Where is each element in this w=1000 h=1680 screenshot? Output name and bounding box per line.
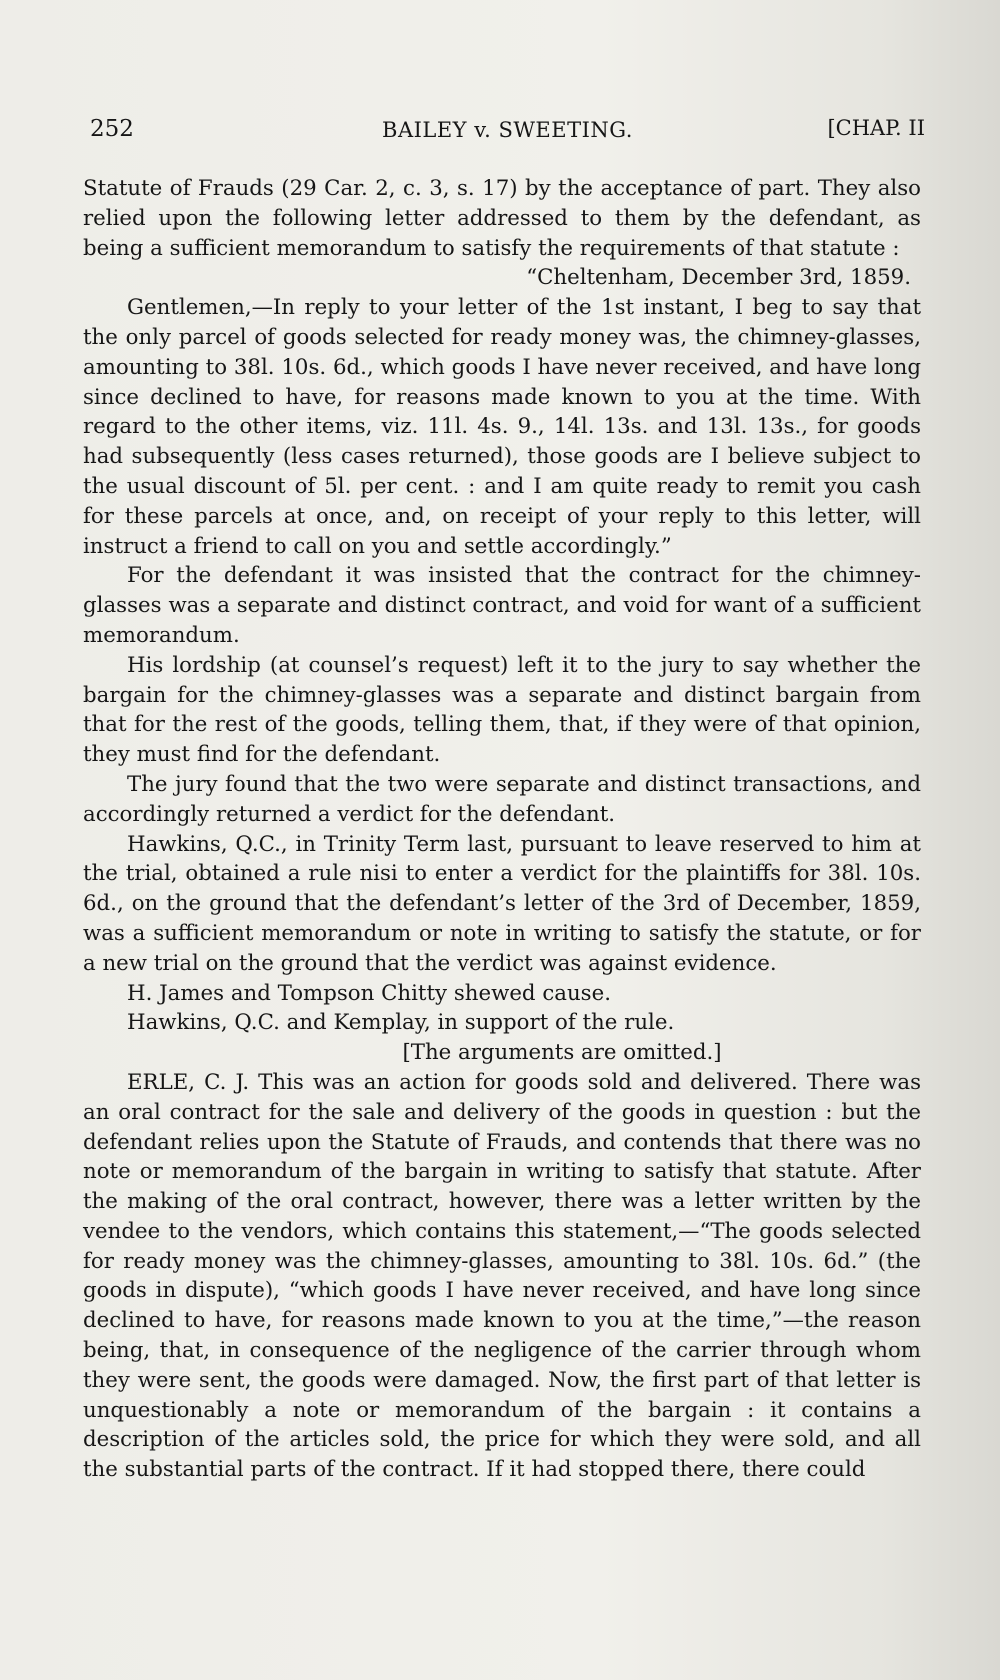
body-text (83, 174, 921, 1485)
page-number: 252 (90, 116, 134, 142)
chapter-marker: [CHAP. II (827, 116, 925, 140)
paragraph: Statute of Frauds (29 Car. 2, c. 3, s. 17) by the acceptance of part. They also relied upon the following letter addressed to them by the defendant, as being a sufficient memorandum to satisfy the requirements of that statute : (83, 176, 921, 261)
page-header (90, 116, 925, 148)
paragraph: The jury found that the two were separate and distinct transactions, and accordingly returned a verdict for the defendant. (83, 771, 921, 827)
paragraph: Hawkins, Q.C. and Kemplay, in support of the rule. (127, 1010, 675, 1036)
paragraph: For the defendant it was insisted that the contract for the chimney-glasses was a separate and distinct contract, and void for want of a sufficient memorandum. (83, 563, 921, 648)
paragraph: H. James and Tompson Chitty shewed cause. (127, 980, 611, 1006)
omission-note: [The arguments are omitted.] (402, 1040, 722, 1066)
paragraph: His lordship (at counsel’s request) left it to the jury to say whether the bargain for the chimney-glasses was a separate and distinct bargain from that for the rest of the goods, telling them, that, if they were of that opinion, they must find for the defendant. (83, 652, 921, 768)
judgment-paragraph: ERLE, C. J. This was an action for goods sold and delivered. There was an oral contract for the sale and delivery of the goods in question : but the defendant relies upon the Statute of Frauds, and contends that there was no note or memorandum of the bargain in writing to satisfy that statute. After the making of the oral contract, however, there was a letter written by the vendee to the vendors, which contains this statement,—“The goods selected for ready money was the chimney-glasses, amounting to 38l. 10s. 6d.” (the goods in dispute), “which goods I have never received, and have long since declined to have, for reasons made known to you at the time,”—the reason being, that, in consequence of the negligence of the carrier through whom they were sent, the goods were damaged. Now, the first part of that letter is unquestionably a note or memorandum of the bargain : it contains a description of the articles sold, the price for which they were sold, and all the substantial parts of the contract. If it had stopped there, there could (83, 1069, 921, 1483)
letter-body: Gentlemen,—In reply to your letter of the 1st instant, I beg to say that the only parcel of goods selected for ready money was, the chimney-glasses, amounting to 38l. 10s. 6d., which goods I have never received, and have long since declined to have, for reasons made known to you at the time. With regard to the other items, viz. 11l. 4s. 9., 14l. 13s. and 13l. 13s., for goods had subsequently (less cases returned), those goods are I believe subject to the usual discount of 5l. per cent. : and I am quite ready to remit you cash for these parcels at once, and, on receipt of your reply to this letter, will instruct a friend to call on you and settle accordingly.” (83, 295, 921, 559)
letter-dateline: “Cheltenham, December 3rd, 1859. (526, 265, 911, 291)
running-head: BAILEY v. SWEETING. (382, 118, 633, 142)
paragraph: Hawkins, Q.C., in Trinity Term last, pursuant to leave reserved to him at the trial, obtained a rule nisi to enter a verdict for the plaintiffs for 38l. 10s. 6d., on the ground that the defendant’s letter of the 3rd of December, 1859, was a sufficient memorandum or note in writing to satisfy the statute, or for a new trial on the ground that the verdict was against evidence. (83, 831, 921, 976)
